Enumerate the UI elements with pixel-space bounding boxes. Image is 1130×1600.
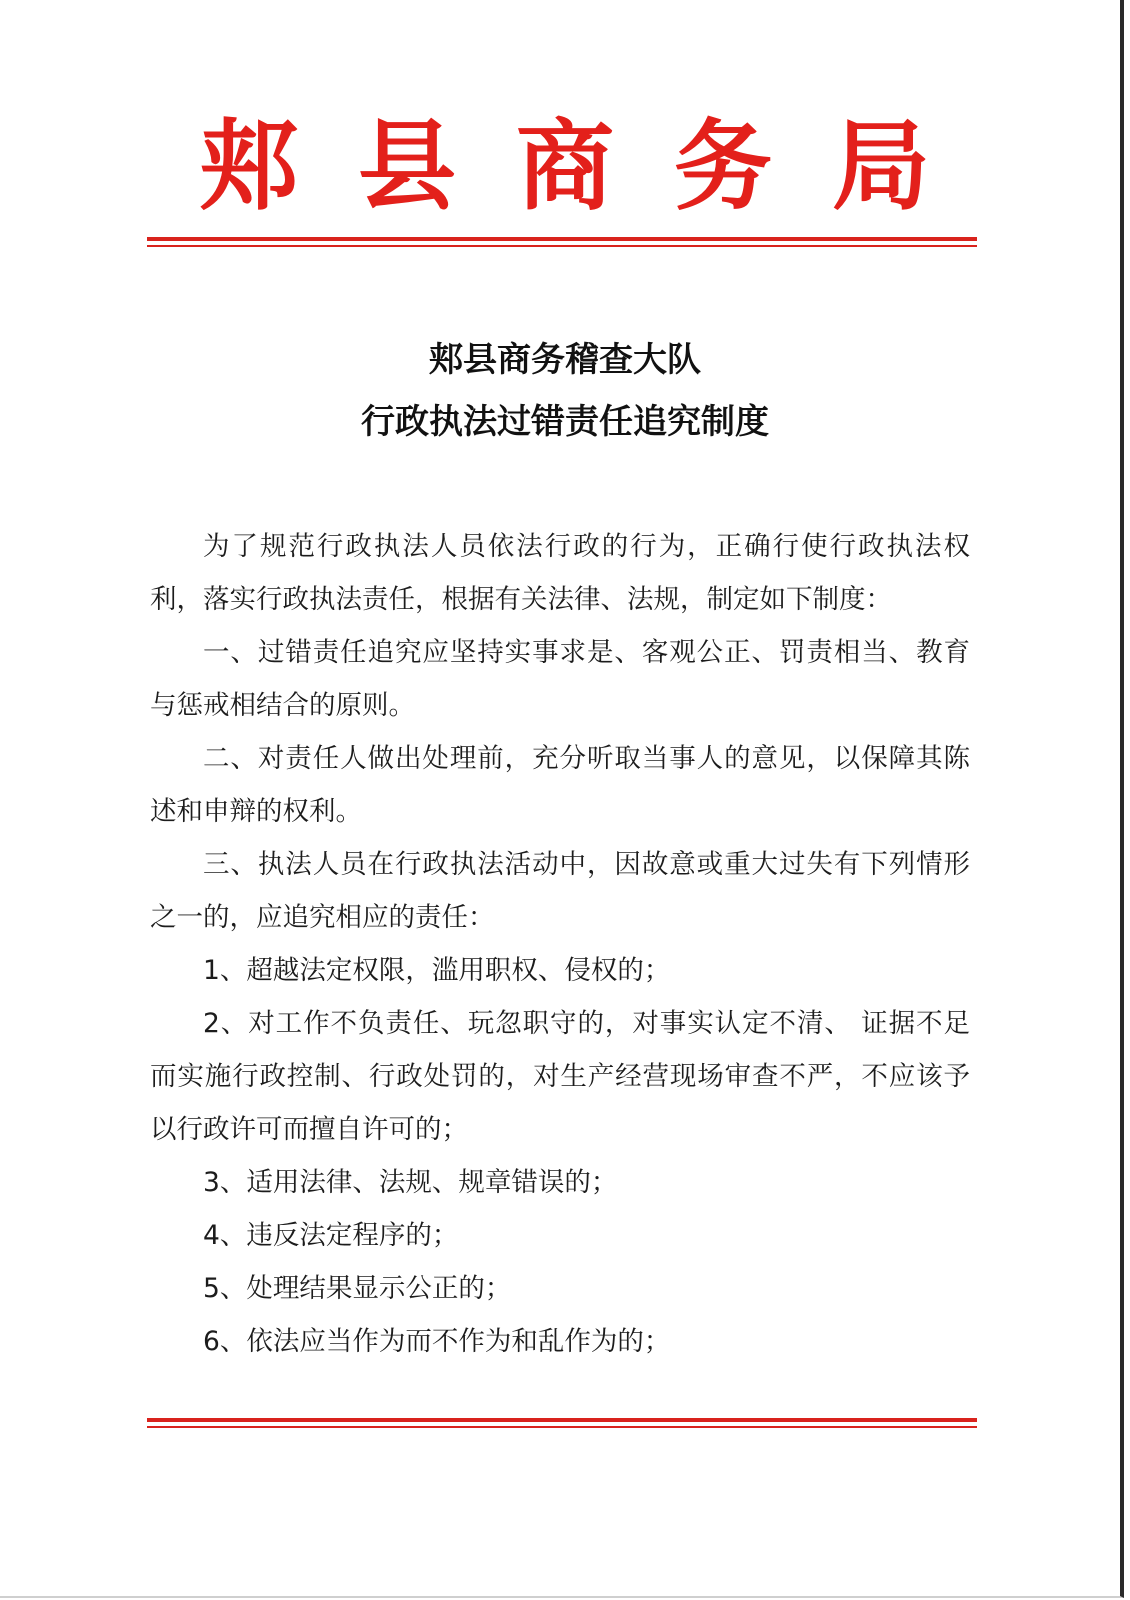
list-item-5: 5、处理结果显示公正的；	[203, 1273, 512, 1304]
paragraph-intro: 为了规范行政执法人员依法行政的行为，正确行使行政执法权利，落实行政执法责任，根据有关法律、法规，制定如下制度：	[150, 531, 970, 615]
document-body	[150, 520, 970, 1368]
document-title-line-1: 郏县商务稽查大队	[429, 340, 701, 380]
list-item-2: 2、对工作不负责任、玩忽职守的，对事实认定不清、 证据不足而实施行政控制、行政处罚的，对生产经营现场审查不严，不应该予以行政许可而擅自许可的；	[150, 1008, 970, 1145]
letterhead-org-name: 郏县商务局	[199, 109, 990, 224]
letterhead-red-rule	[147, 237, 977, 247]
list-item-1: 1、超越法定权限，滥用职权、侵权的；	[203, 955, 671, 986]
paragraph-item-2: 二、对责任人做出处理前，充分听取当事人的意见，以保障其陈述和申辩的权利。	[150, 743, 970, 827]
paragraph-item-3: 三、执法人员在行政执法活动中，因故意或重大过失有下列情形之一的，应追究相应的责任：	[150, 849, 970, 933]
list-item-3: 3、适用法律、法规、规章错误的；	[203, 1167, 618, 1198]
document-title-line-2: 行政执法过错责任追究制度	[361, 402, 769, 442]
paragraph-item-1: 一、过错责任追究应坚持实事求是、客观公正、罚责相当、教育与惩戒相结合的原则。	[150, 637, 970, 721]
footer-red-rule	[147, 1418, 977, 1428]
list-item-4: 4、违反法定程序的；	[203, 1220, 459, 1251]
list-item-6: 6、依法应当作为而不作为和乱作为的；	[203, 1326, 671, 1357]
